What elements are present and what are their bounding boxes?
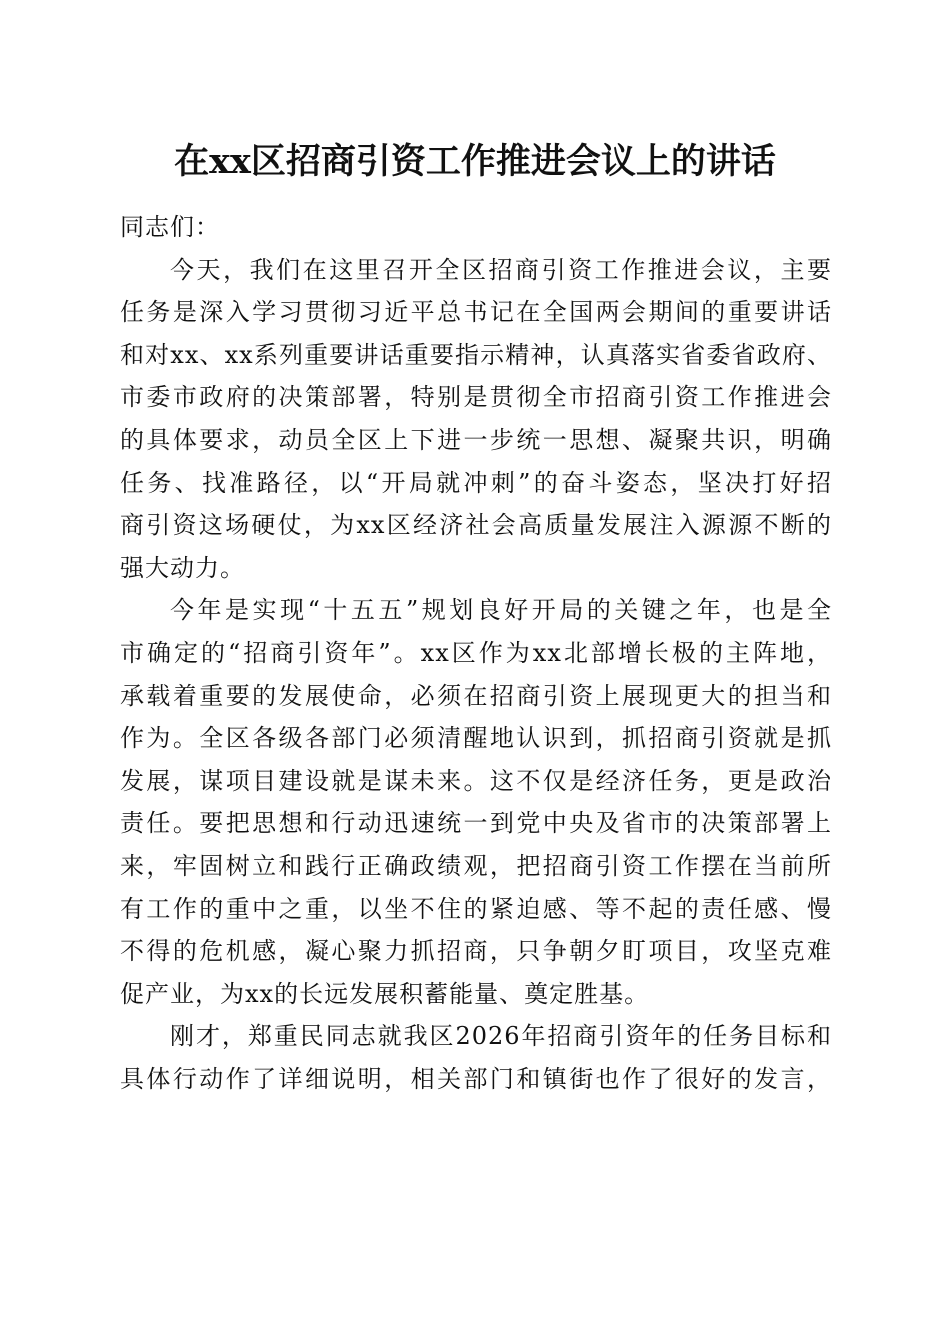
salutation: 同志们： <box>120 213 220 241</box>
paragraph-line: 作为。全区各级各部门必须清醒地认识到，抓招商引资就是抓 <box>120 724 832 753</box>
paragraph-line: 任务是深入学习贯彻习近平总书记在全国两会期间的重要讲话 <box>120 298 832 327</box>
paragraph-line: 市确定的“招商引资年”。xx区作为xx北部增长极的主阵地， <box>120 638 832 667</box>
paragraph-line: 的具体要求，动员全区上下进一步统一思想、凝聚共识，明确 <box>120 425 832 454</box>
paragraph-line: 承载着重要的发展使命，必须在招商引资上展现更大的担当和 <box>120 681 832 710</box>
paragraph-line: 有工作的重中之重，以坐不住的紧迫感、等不起的责任感、慢 <box>120 894 832 923</box>
paragraph-line: 商引资这场硬仗，为xx区经济社会高质量发展注入源源不断的 <box>120 511 832 540</box>
paragraph-line: 任务、找准路径，以“开局就冲刺”的奋斗姿态，坚决打好招 <box>120 468 832 497</box>
paragraph-line: 今天，我们在这里召开全区招商引资工作推进会议，主要 <box>170 255 832 284</box>
paragraph-line: 责任。要把思想和行动迅速统一到党中央及省市的决策部署上 <box>120 809 832 838</box>
paragraph-line: 不得的危机感，凝心聚力抓招商，只争朝夕盯项目，攻坚克难 <box>120 937 832 966</box>
paragraph-line: 市委市政府的决策部署，特别是贯彻全市招商引资工作推进会 <box>120 383 832 412</box>
paragraph-line: 具体行动作了详细说明，相关部门和镇街也作了很好的发言， <box>120 1064 832 1093</box>
paragraph-line: 促产业，为xx的长远发展积蓄能量、奠定胜基。 <box>120 979 650 1008</box>
paragraph-line: 强大动力。 <box>120 553 245 582</box>
paragraph-3 <box>120 1015 832 1100</box>
document-body <box>120 206 832 1100</box>
paragraph-line: 来，牢固树立和践行正确政绩观，把招商引资工作摆在当前所 <box>120 851 832 880</box>
paragraph-1 <box>120 249 832 590</box>
paragraph-line: 和对xx、xx系列重要讲话重要指示精神，认真落实省委省政府、 <box>120 340 832 369</box>
paragraph-line: 刚才，郑重民同志就我区2026年招商引资年的任务目标和 <box>170 1022 832 1051</box>
paragraph-2 <box>120 589 832 1015</box>
paragraph-line: 今年是实现“十五五”规划良好开局的关键之年，也是全 <box>170 596 832 625</box>
paragraph-line: 发展，谋项目建设就是谋未来。这不仅是经济任务，更是政治 <box>120 766 832 795</box>
document-title: 在xx区招商引资工作推进会议上的讲话 <box>174 141 776 182</box>
